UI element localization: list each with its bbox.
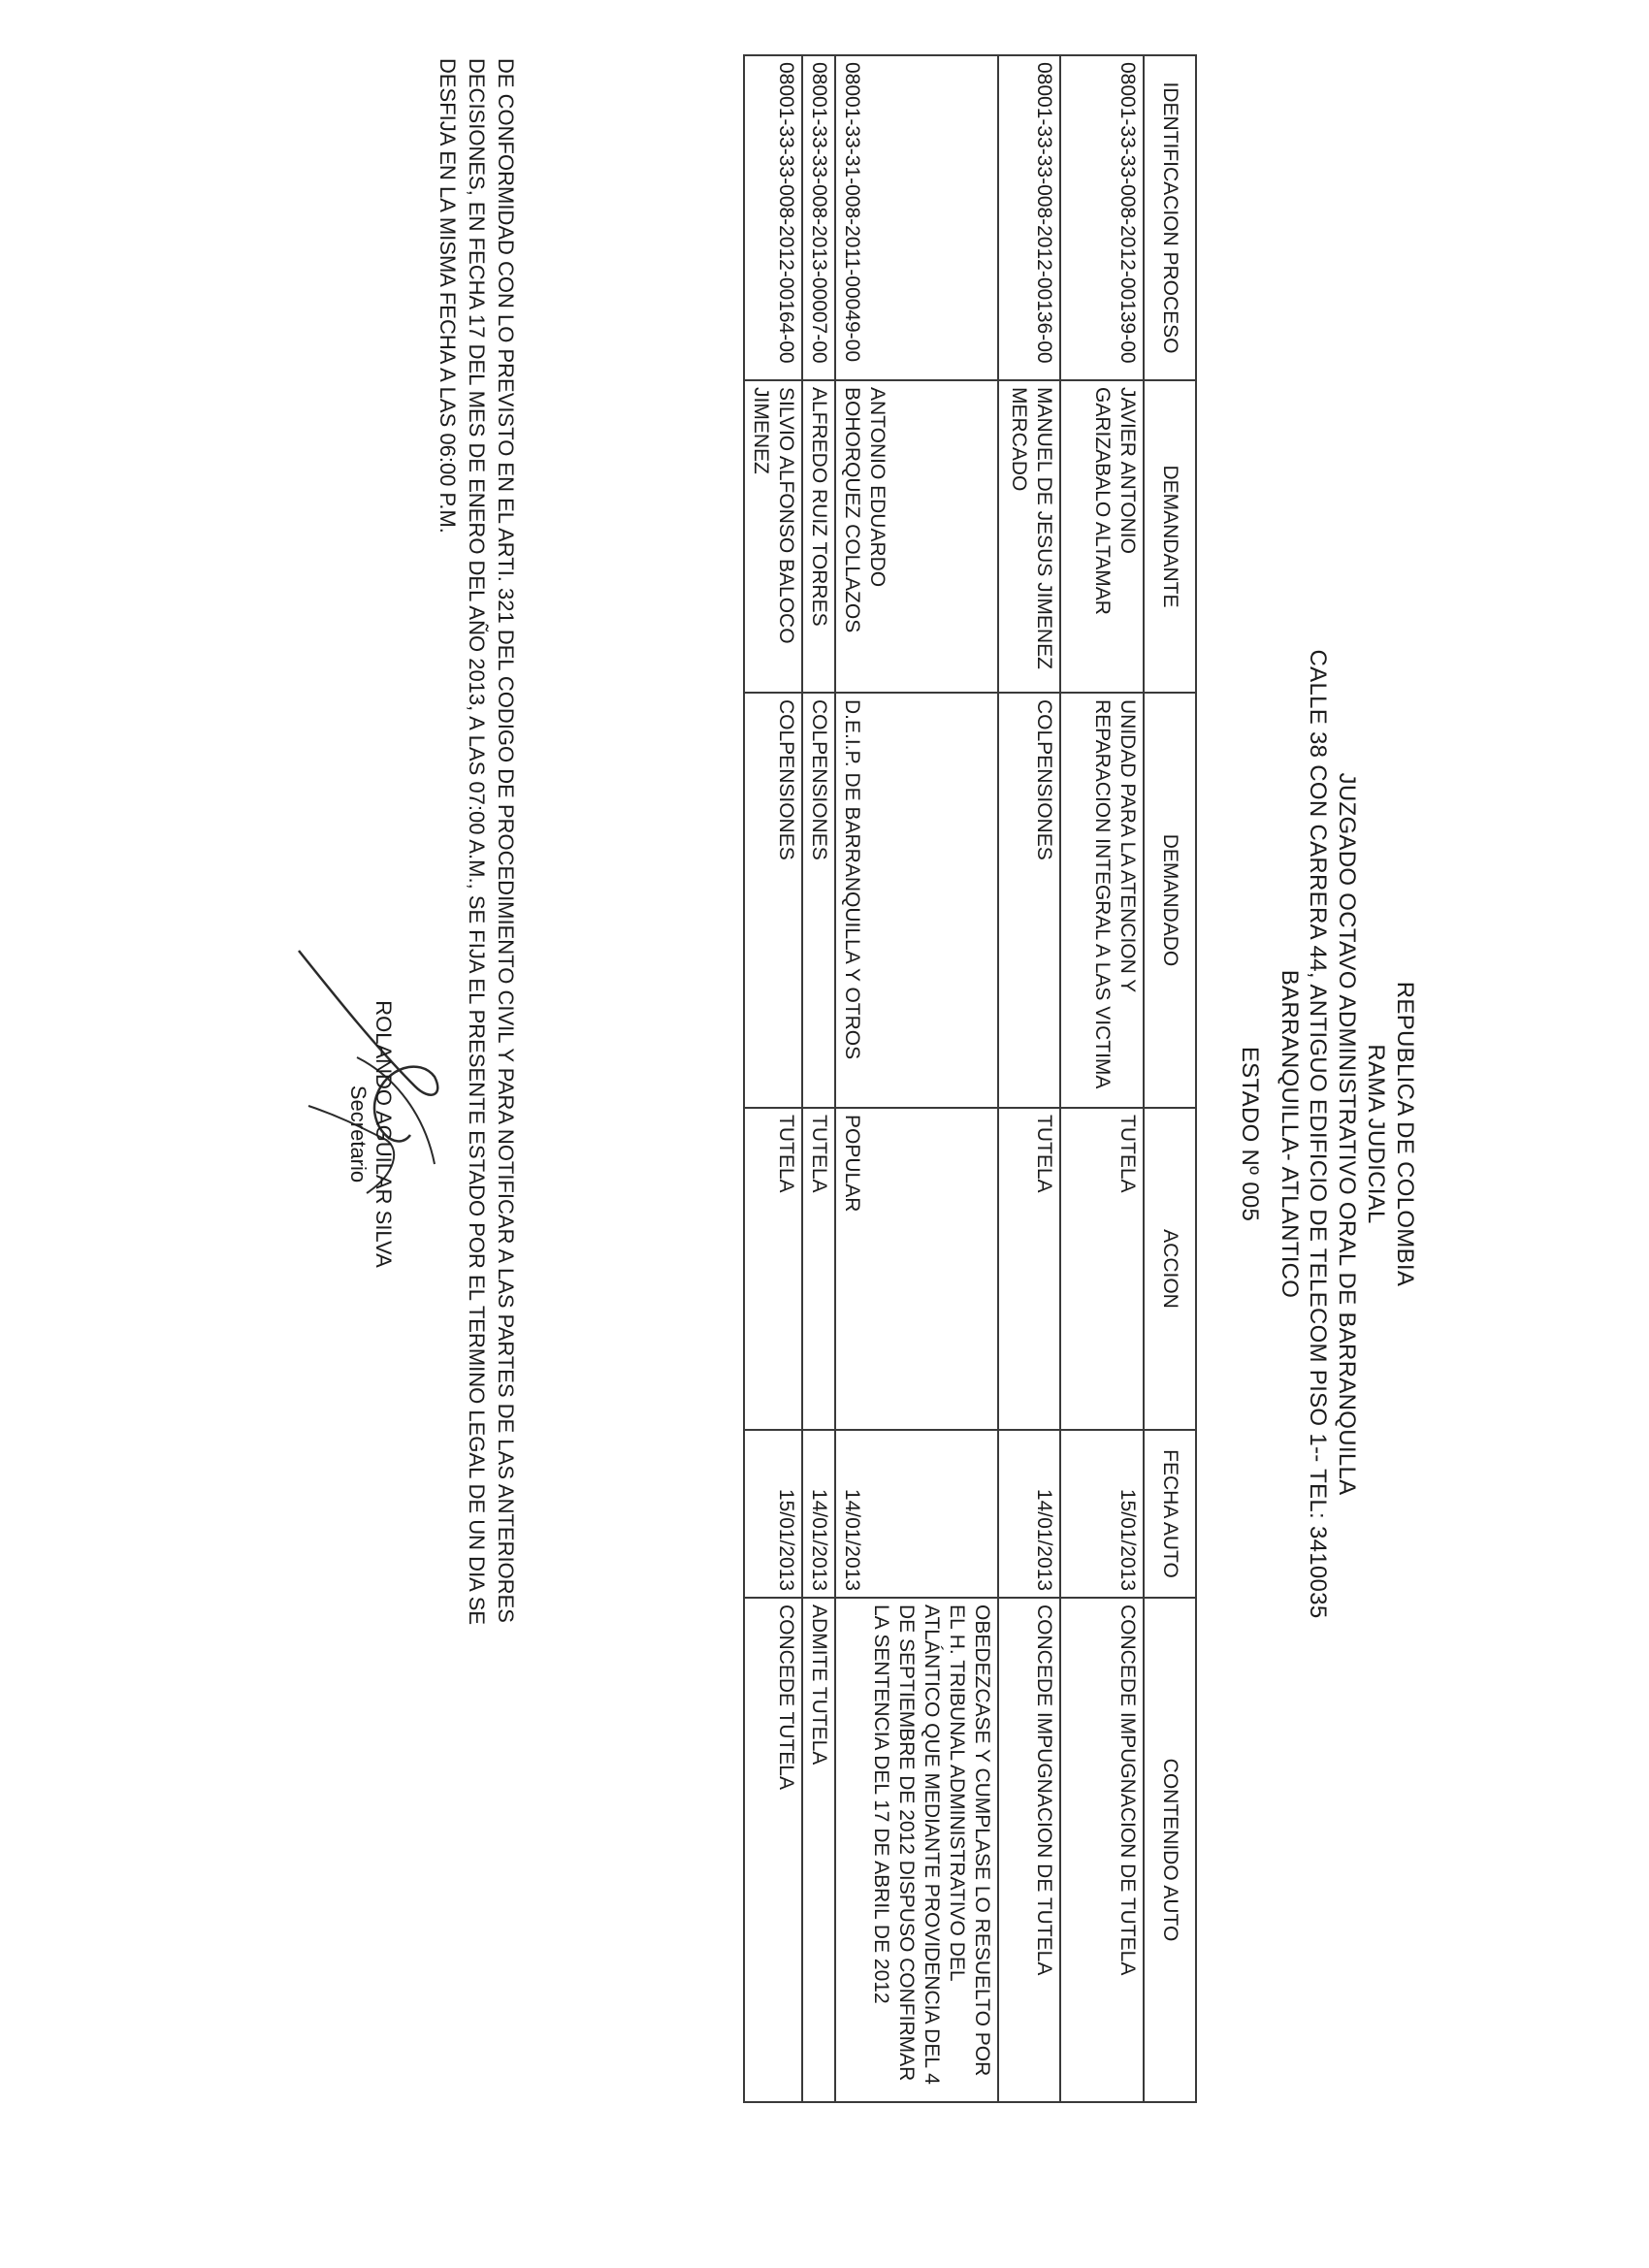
cell-contenido: OBEDEZCASE Y CUMPLASE LO RESUELTO POR EL H. TRIBUNAL ADMINISTRATIVO DEL ATLÁNTICO QUE MEDIANTE PROVIDENCIA DEL 4 DE SEPTIEMBRE DE 2012 DISPUSO CONFIRMAR LA SENTENCIA DEL 17 DE ABRIL DE 2012 — [835, 1598, 998, 2102]
cell-accion: TUTELA — [998, 1108, 1060, 1430]
notice-line-3: DESFIJA EN LA MISMA FECHA A LAS 06:00 P.M. — [436, 58, 460, 534]
cell-contenido: CONCEDE IMPUGNACION DE TUTELA — [998, 1598, 1060, 2102]
process-table — [743, 54, 1197, 2103]
cell-fecha: 14/01/2013 — [998, 1430, 1060, 1598]
cell-accion: TUTELA — [802, 1108, 835, 1430]
col-header-id: IDENTIFICACION PROCESO — [1144, 55, 1196, 380]
cell-id: 08001-33-33-008-2012-00139-00 — [1060, 55, 1144, 380]
header-address: CALLE 38 CON CARRERA 44, ANTIGUO EDIFICIO DE TELECOM PISO 1-- TEL: 3410035 — [1305, 649, 1331, 1619]
header-country: REPUBLICA DE COLOMBIA — [1392, 981, 1418, 1287]
table-row — [835, 55, 998, 2102]
cell-id: 08001-33-31-008-2011-00049-00 — [835, 55, 998, 380]
cell-fecha: 15/01/2013 — [1060, 1430, 1144, 1598]
notice-line-2: DECISIONES, EN FECHA 17 DEL MES DE ENERO DEL AÑO 2013, A LAS 07:00 A.M., SE FIJA EL PRESENTE ESTADO POR EL TERMINO LEGAL DE UN DIA SE — [465, 58, 489, 1626]
cell-demandado: COLPENSIONES — [998, 693, 1060, 1108]
header-branch: RAMA JUDICIAL — [1363, 1044, 1389, 1224]
header-court: JUZGADO OCTAVO ADMINISTRATIVO ORAL DE BARRANQUILLA — [1334, 772, 1360, 1496]
cell-demandado: UNIDAD PARA LA ATENCION Y REPARACION INTEGRAL A LAS VICTIMA — [1060, 693, 1144, 1108]
cell-id: 08001-33-33-008-2012-00164-00 — [744, 55, 802, 380]
cell-demandante: SILVIO ALFONSO BALOCO JIMENEZ — [744, 380, 802, 693]
table-row — [1060, 55, 1144, 2102]
signer-role: Secretario — [346, 1085, 371, 1183]
cell-demandante: JAVIER ANTONIO GARIZABALO ALTAMAR — [1060, 380, 1144, 693]
cell-demandante: ALFREDO RUIZ TORRES — [802, 380, 835, 693]
cell-demandado: COLPENSIONES — [802, 693, 835, 1108]
cell-id: 08001-33-33-008-2013-00007-00 — [802, 55, 835, 380]
cell-contenido: ADMITE TUTELA — [802, 1598, 835, 2102]
notice-line-1: DE CONFORMIDAD CON LO PREVISTO EN EL ARTI. 321 DEL CODIGO DE PROCEDIMIENTO CIVIL Y PARA NOTIFICAR A LAS PARTES DE LAS ANTERIORES — [494, 58, 518, 1623]
estado-number: ESTADO Nº 005 — [1237, 1046, 1263, 1222]
col-header-accion: ACCION — [1144, 1108, 1196, 1430]
table-header-row — [1144, 55, 1196, 2102]
cell-demandado: D.E.I.P. DE BARRANQUILLA Y OTROS — [835, 693, 998, 1108]
cell-accion: TUTELA — [1060, 1108, 1144, 1430]
cell-demandante: MANUEL DE JESUS JIMENEZ MERCADO — [998, 380, 1060, 693]
cell-accion: POPULAR — [835, 1108, 998, 1430]
col-header-demandado: DEMANDADO — [1144, 693, 1196, 1108]
cell-id: 08001-33-33-008-2012-00136-00 — [998, 55, 1060, 380]
table-row — [802, 55, 835, 2102]
cell-contenido: CONCEDE IMPUGNACION DE TUTELA — [1060, 1598, 1144, 2102]
cell-fecha: 14/01/2013 — [802, 1430, 835, 1598]
cell-accion: TUTELA — [744, 1108, 802, 1430]
table-row — [998, 55, 1060, 2102]
table-row — [744, 55, 802, 2102]
col-header-fecha: FECHA AUTO — [1144, 1430, 1196, 1598]
signer-name: ROLANDO AGUILAR SILVA — [372, 1000, 396, 1268]
col-header-demandante: DEMANDANTE — [1144, 380, 1196, 693]
cell-demandante: ANTONIO EDUARDO BOHORQUEZ COLLAZOS — [835, 380, 998, 693]
col-header-contenido: CONTENIDO AUTO — [1144, 1598, 1196, 2102]
cell-contenido: CONCEDE TUTELA — [744, 1598, 802, 2102]
cell-fecha: 14/01/2013 — [835, 1430, 998, 1598]
cell-demandado: COLPENSIONES — [744, 693, 802, 1108]
cell-fecha: 15/01/2013 — [744, 1430, 802, 1598]
header-city: BARRANQUILLA- ATLANTICO — [1277, 969, 1303, 1299]
